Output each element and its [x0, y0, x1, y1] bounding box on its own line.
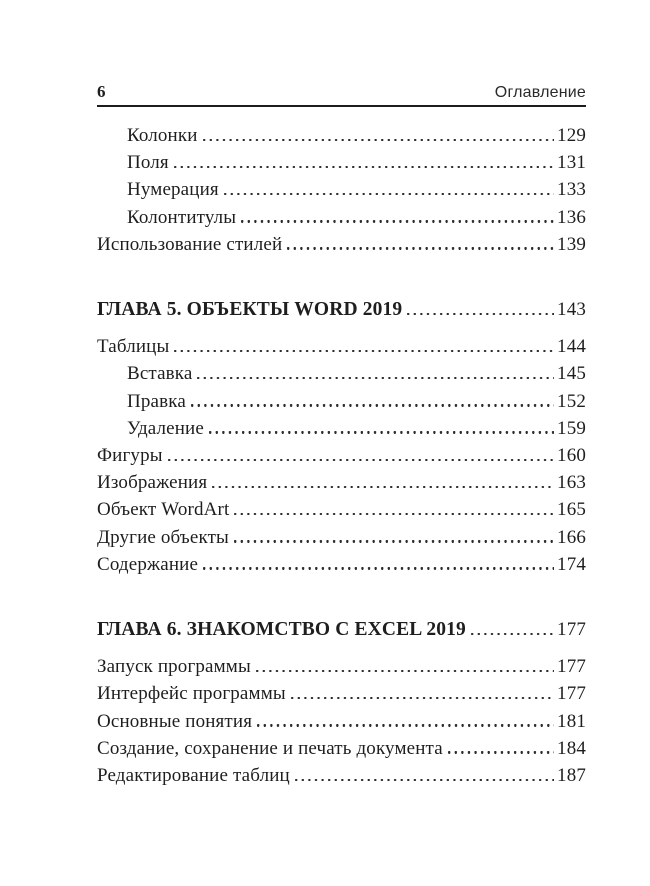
toc-entry-label: Объект WordArt [97, 499, 230, 521]
toc-entry-label: Создание, сохранение и печать документа [97, 737, 443, 759]
toc-entry-page: 165 [557, 499, 586, 521]
toc-entry-page: 133 [557, 179, 586, 201]
toc-entry-label: Интерфейс программы [97, 683, 286, 705]
dot-leader [256, 670, 554, 672]
dot-leader [291, 697, 554, 699]
dot-leader [168, 459, 554, 461]
toc-entry-page: 152 [557, 390, 586, 412]
toc-entry-page: 177 [557, 683, 586, 705]
toc-entry-label: Правка [127, 390, 186, 412]
toc-entry-row [97, 496, 586, 523]
toc-entry-page: 139 [557, 233, 586, 255]
dot-leader [407, 313, 554, 315]
dot-leader [257, 724, 554, 726]
toc-entry-page: 163 [557, 472, 586, 494]
dot-leader [287, 247, 554, 249]
dot-leader [203, 567, 554, 569]
chapter-heading-label: ГЛАВА 6. ЗНАКОМСТВО С EXCEL 2019 [97, 619, 466, 641]
chapter-heading-row [97, 616, 586, 643]
dot-leader [174, 350, 554, 352]
toc-entry-row [97, 653, 586, 680]
toc-entry-row [97, 122, 586, 149]
toc-entry-label: Таблицы [97, 336, 170, 358]
toc-entry-row [97, 149, 586, 176]
toc-entry-label: Вставка [127, 363, 193, 385]
toc-entry-page: 145 [557, 363, 586, 385]
toc-entry-row [97, 333, 586, 360]
toc-entry-row [97, 415, 586, 442]
toc-section [97, 122, 586, 258]
toc-entry-page: 160 [557, 445, 586, 467]
toc-entry-page: 129 [557, 125, 586, 146]
toc-entry-row [97, 708, 586, 735]
toc-entry-row [97, 231, 586, 258]
toc-entry-page: 136 [557, 206, 586, 228]
dot-leader [471, 633, 554, 635]
dot-leader [209, 431, 554, 433]
toc-entry-row [97, 735, 586, 762]
chapter-heading-label: ГЛАВА 5. ОБЪЕКТЫ WORD 2019 [97, 299, 403, 321]
toc-entry-label: Нумерация [127, 179, 219, 201]
chapter-heading-page: 143 [557, 299, 586, 321]
dot-leader [448, 751, 554, 753]
toc-entry-label: Удаление [127, 417, 204, 439]
toc-entry-row [97, 204, 586, 231]
toc-entry-row [97, 176, 586, 203]
toc-entry-row [97, 524, 586, 551]
toc-entry-label: Основные понятия [97, 710, 253, 732]
dot-leader [224, 193, 554, 195]
chapter-heading-page: 177 [557, 619, 586, 641]
dot-leader [174, 166, 554, 168]
toc-entry-page: 174 [557, 553, 586, 575]
dot-leader [234, 540, 554, 542]
toc-entry-label: Колонтитулы [127, 206, 237, 228]
toc-entry-label: Содержание [97, 553, 199, 575]
toc-entry-page: 131 [557, 152, 586, 174]
toc-entry-row [97, 442, 586, 469]
dot-leader [203, 139, 554, 141]
toc-entry-page: 159 [557, 417, 586, 439]
toc-entry-label: Фигуры [97, 445, 163, 467]
toc-entry-page: 181 [557, 710, 586, 732]
toc-entry-row [97, 762, 586, 789]
toc-entry-page: 187 [557, 765, 586, 787]
toc-entry-page: 177 [557, 656, 586, 678]
toc-entry-page: 144 [557, 336, 586, 358]
dot-leader [212, 486, 554, 488]
toc-entry-row [97, 469, 586, 496]
dot-leader [241, 220, 554, 222]
header-title: Оглавление [494, 84, 586, 101]
chapter-heading-row [97, 296, 586, 323]
page-header [97, 82, 586, 107]
dot-leader [197, 377, 554, 379]
toc-entry-row [97, 388, 586, 415]
toc [97, 122, 586, 789]
dot-leader [191, 404, 554, 406]
toc-entry-label: Поля [127, 152, 169, 174]
toc-entry-page: 184 [557, 737, 586, 759]
toc-entry-page: 166 [557, 526, 586, 548]
toc-section [97, 296, 586, 578]
toc-entry-row [97, 551, 586, 578]
toc-entry-row [97, 360, 586, 387]
dot-leader [295, 779, 554, 781]
toc-section [97, 616, 586, 789]
toc-entry-label: Использование стилей [97, 233, 283, 255]
toc-entry-label: Редактирование таблиц [97, 765, 290, 787]
dot-leader [234, 513, 554, 515]
toc-entry-row [97, 680, 586, 707]
toc-entry-label: Колонки [127, 125, 198, 146]
toc-entry-label: Запуск программы [97, 656, 251, 678]
page-number: 6 [97, 82, 106, 101]
toc-entry-label: Другие объекты [97, 526, 229, 548]
toc-entry-label: Изображения [97, 472, 208, 494]
